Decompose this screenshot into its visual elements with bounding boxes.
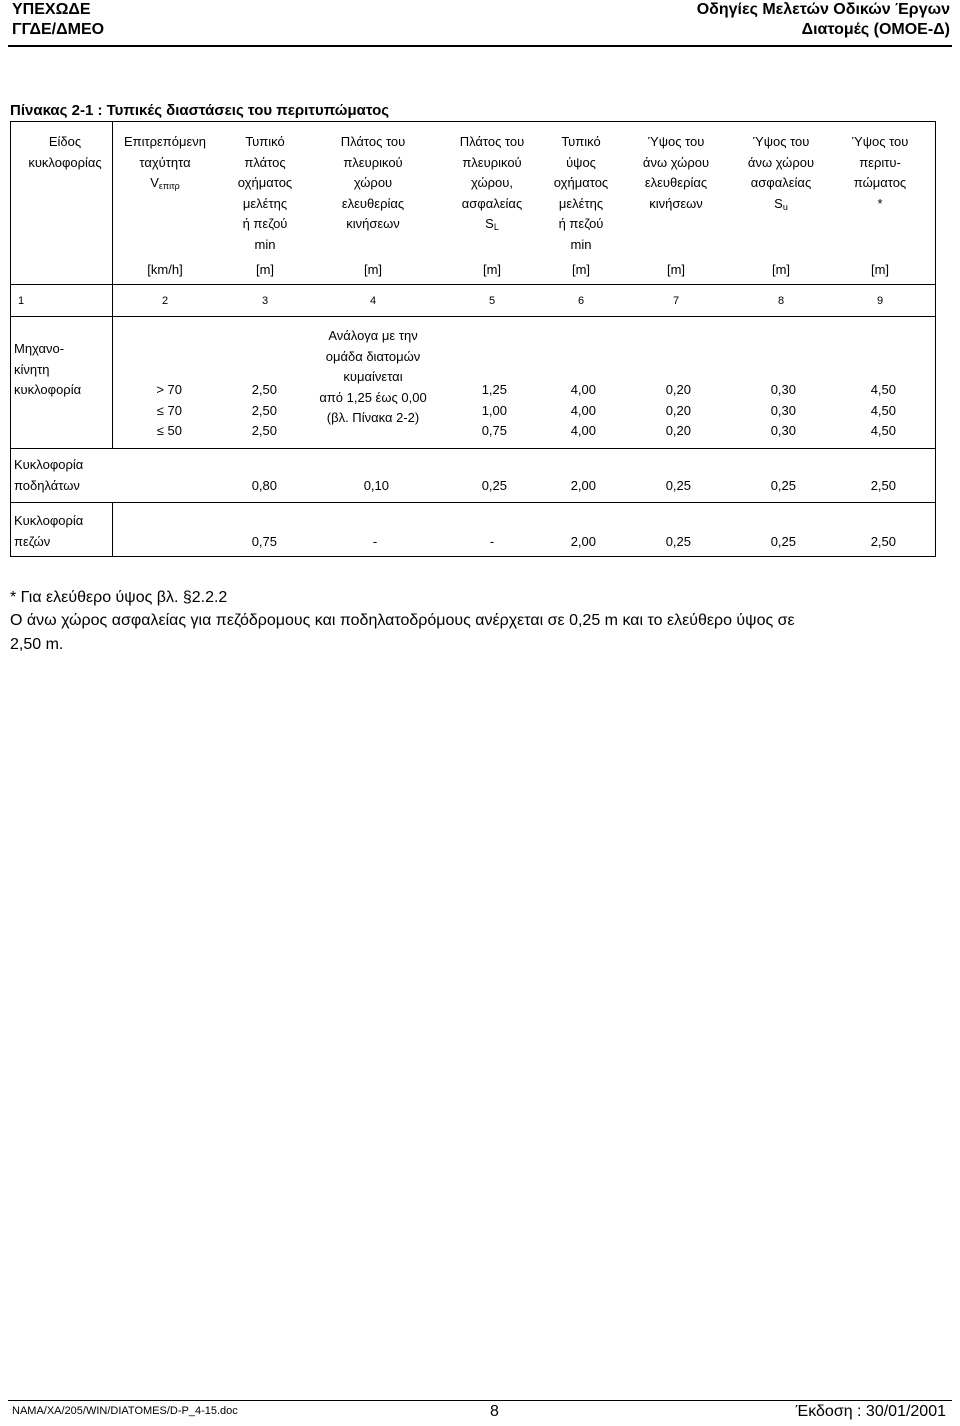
vehicle-height-values: 4,00 4,00 4,00 <box>570 382 596 439</box>
note-safety-space: Ο άνω χώρος ασφαλείας για πεζόδρομους και ποδηλατοδρόμους ανέρχεται σε 0,25 m και το ελεύθερο ύψος σε <box>10 612 795 629</box>
page-number: 8 <box>490 1403 499 1420</box>
col-header-vehicle-height: Τυπικό ύψος οχήματος μελέτης ή πεζού min <box>553 134 609 252</box>
title-line-1: Οδηγίες Μελετών Οδικών Έργων <box>696 1 950 18</box>
col-number: 7 <box>672 295 680 307</box>
pedestrian-envelope-height: 2,50 <box>870 534 896 549</box>
upper-clearance-values: 0,20 0,20 0,20 <box>665 382 691 439</box>
pedestrian-upper-safety: 0,25 <box>770 534 796 549</box>
pedestrian-upper-clearance: 0,25 <box>665 534 691 549</box>
envelope-height-values: 4,50 4,50 4,50 <box>870 382 896 439</box>
org-line-2: ΓΓΔΕ/ΔΜΕΟ <box>12 21 105 38</box>
bicycle-vehicle-height: 2,00 <box>570 478 596 493</box>
table-rule <box>10 502 936 503</box>
unit-lateral-clearance: [m] <box>363 262 383 277</box>
title-line-2: Διατομές (ΟΜΟΕ-Δ) <box>801 21 950 38</box>
speed-values: > 70 ≤ 70 ≤ 50 <box>156 382 182 439</box>
unit-lateral-safety: [m] <box>482 262 502 277</box>
header-divider <box>8 45 952 47</box>
pedestrian-lateral-clearance: - <box>372 534 378 549</box>
bicycle-lateral-clearance: 0,10 <box>363 478 389 493</box>
unit-vehicle-height: [m] <box>571 262 591 277</box>
col-header-speed: Επιτρεπόμενη ταχύτητα $V_{\varepsilon\pi\iota\tau\rho}$ <box>123 134 207 192</box>
note-free-height: * Για ελεύθερο ύψος βλ. §2.2.2 <box>10 589 228 606</box>
vehicle-width-values: 2,50 2,50 2,50 <box>251 382 277 439</box>
bicycle-envelope-height: 2,50 <box>870 478 896 493</box>
col-number: 8 <box>777 295 785 307</box>
col-number: 9 <box>876 295 884 307</box>
unit-vehicle-width: [m] <box>255 262 275 277</box>
pedestrian-lateral-safety: - <box>489 534 495 549</box>
row-label-bicycle-traffic: Κυκλοφορία ποδηλάτων <box>14 457 84 493</box>
pedestrian-vehicle-width: 0,75 <box>251 534 277 549</box>
unit-upper-clearance: [m] <box>666 262 686 277</box>
note-safety-space-cont: 2,50 m. <box>10 636 64 653</box>
org-header <box>12 0 104 40</box>
bicycle-vehicle-width: 0,80 <box>251 478 277 493</box>
bicycle-upper-clearance: 0,25 <box>665 478 691 493</box>
lateral-safety-values: 1,25 1,00 0,75 <box>481 382 507 439</box>
col-header-upper-safety: Ύψος του άνω χώρου ασφαλείας $S_u$ <box>747 134 815 212</box>
row-label-pedestrian-traffic: Κυκλοφορία πεζών <box>14 513 84 549</box>
table-rule <box>10 316 936 317</box>
document-title <box>697 0 950 40</box>
table-rule <box>10 284 936 285</box>
col-header-lateral-clearance: Πλάτος του πλευρικού χώρου ελευθερίας κινήσεων <box>340 134 406 232</box>
col-header-vehicle-width: Τυπικό πλάτος οχήματος μελέτης ή πεζού min <box>237 134 293 252</box>
col-header-envelope-height: Ύψος του περιτυ- πώματος * <box>851 134 909 211</box>
col-number: 3 <box>261 295 269 307</box>
lateral-clearance-note: Ανάλογα με την ομάδα διατομών κυμαίνεται από 1,25 έως 0,00 (βλ. Πίνακα 2-2) <box>319 328 427 426</box>
upper-safety-values: 0,30 0,30 0,30 <box>770 382 796 439</box>
edition-date: Έκδοση : 30/01/2001 <box>795 1403 946 1420</box>
col-header-traffic-type: Είδος κυκλοφορίας <box>28 134 102 170</box>
col-number: 1 <box>18 295 25 307</box>
bicycle-lateral-safety: 0,25 <box>481 478 507 493</box>
bicycle-upper-safety: 0,25 <box>770 478 796 493</box>
org-line-1: ΥΠΕΧΩΔΕ <box>12 1 91 18</box>
table-caption: Πίνακας 2-1 : Τυπικές διαστάσεις του περιτυπώματος <box>10 102 390 119</box>
col-header-upper-clearance: Ύψος του άνω χώρου ελευθερίας κινήσεων <box>642 134 710 211</box>
col-header-lateral-safety: Πλάτος του πλευρικού χώρου, ασφαλείας $S_L$ <box>459 134 525 233</box>
unit-speed: [km/h] <box>147 262 183 277</box>
col-number: 2 <box>161 295 169 307</box>
row-label-motor-traffic: Μηχανο- κίνητη κυκλοφορία <box>14 341 82 398</box>
col-number: 5 <box>488 295 496 307</box>
col-number: 4 <box>369 295 377 307</box>
footer-divider <box>8 1400 952 1401</box>
unit-upper-safety: [m] <box>771 262 791 277</box>
pedestrian-vehicle-height: 2,00 <box>570 534 596 549</box>
col-number: 6 <box>577 295 585 307</box>
footer-file-path: NAMA/XA/205/WIN/DIATOMES/D-P_4-15.doc <box>12 1405 238 1417</box>
unit-envelope-height: [m] <box>870 262 890 277</box>
table-rule <box>10 448 936 449</box>
